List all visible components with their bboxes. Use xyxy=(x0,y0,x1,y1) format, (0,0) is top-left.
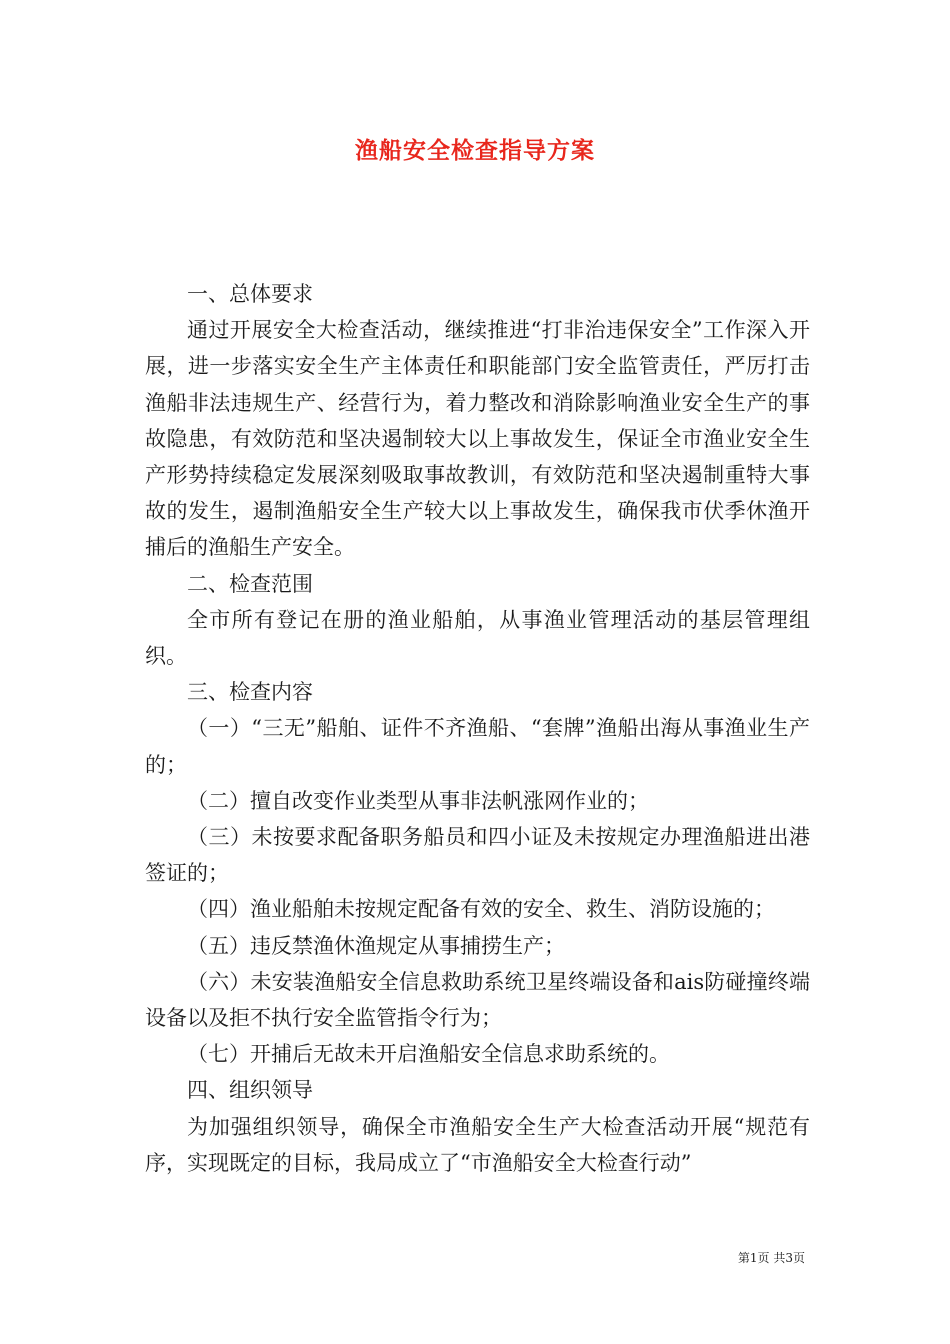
footer-total-pages: 3 xyxy=(785,1251,793,1265)
list-item-content-3: （三）未按要求配备职务船员和四小证及未按规定办理渔船进出港签证的； xyxy=(145,825,810,886)
section-heading-organization: 四、组织领导 xyxy=(187,1078,313,1103)
list-item-content-2: （二）擅自改变作业类型从事非法帆涨网作业的； xyxy=(187,788,649,813)
page-title: 渔船安全检查指导方案 xyxy=(355,137,595,164)
paragraph-inspection-scope: 全市所有登记在册的渔业船舶，从事渔业管理活动的基层管理组织。 xyxy=(145,607,810,669)
paragraph-organization: 为加强组织领导，确保全市渔船安全生产大检查活动开展“规范有序，实现既定的目标，我局成立了“市渔船安全大检查行动” xyxy=(145,1114,810,1175)
section-heading-inspection-scope: 二、检查范围 xyxy=(187,571,313,596)
footer-suffix: 页 xyxy=(792,1251,805,1265)
list-item-content-4: （四）渔业船舶未按规定配备有效的安全、救生、消防设施的； xyxy=(187,897,775,922)
footer-current-page: 1 xyxy=(749,1251,758,1265)
document-body xyxy=(145,276,810,1181)
footer-prefix: 第 xyxy=(737,1251,750,1265)
list-item-content-6: （六）未安装渔船安全信息救助系统卫星终端设备和ais防碰撞终端设备以及拒不执行安全监管指令行为； xyxy=(145,969,810,1031)
section-heading-inspection-content: 三、检查内容 xyxy=(187,680,313,705)
list-item-content-7: （七）开捕后无故未开启渔船安全信息求助系统的。 xyxy=(187,1042,670,1067)
list-item-content-1: （一）“三无”船舶、证件不齐渔船、“套牌”渔船出海从事渔业生产的； xyxy=(145,716,810,777)
section-heading-general-requirements: 一、总体要求 xyxy=(187,282,313,306)
page-footer xyxy=(738,1249,805,1266)
paragraph-general-requirements: 通过开展安全大检查活动，继续推进“打非治违保安全”工作深入开展，进一步落实安全生产主体责任和职能部门安全监管责任，严厉打击渔船非法违规生产、经营行为，着力整改和消除影响渔业安全生产的事故隐患，有效防范和坚决遏制较大以上事故发生，保证全市渔业安全生产形势持续稳定发展深刻吸取事故教训，有效防范和坚决遏制重特大事故的发生，遏制渔船安全生产较大以上事故发生，确保我市伏季休渔开捕后的渔船生产安全。 xyxy=(145,318,810,560)
list-item-content-5: （五）违反禁渔休渔规定从事捕捞生产； xyxy=(187,933,565,958)
footer-middle: 页 共 xyxy=(757,1251,786,1265)
